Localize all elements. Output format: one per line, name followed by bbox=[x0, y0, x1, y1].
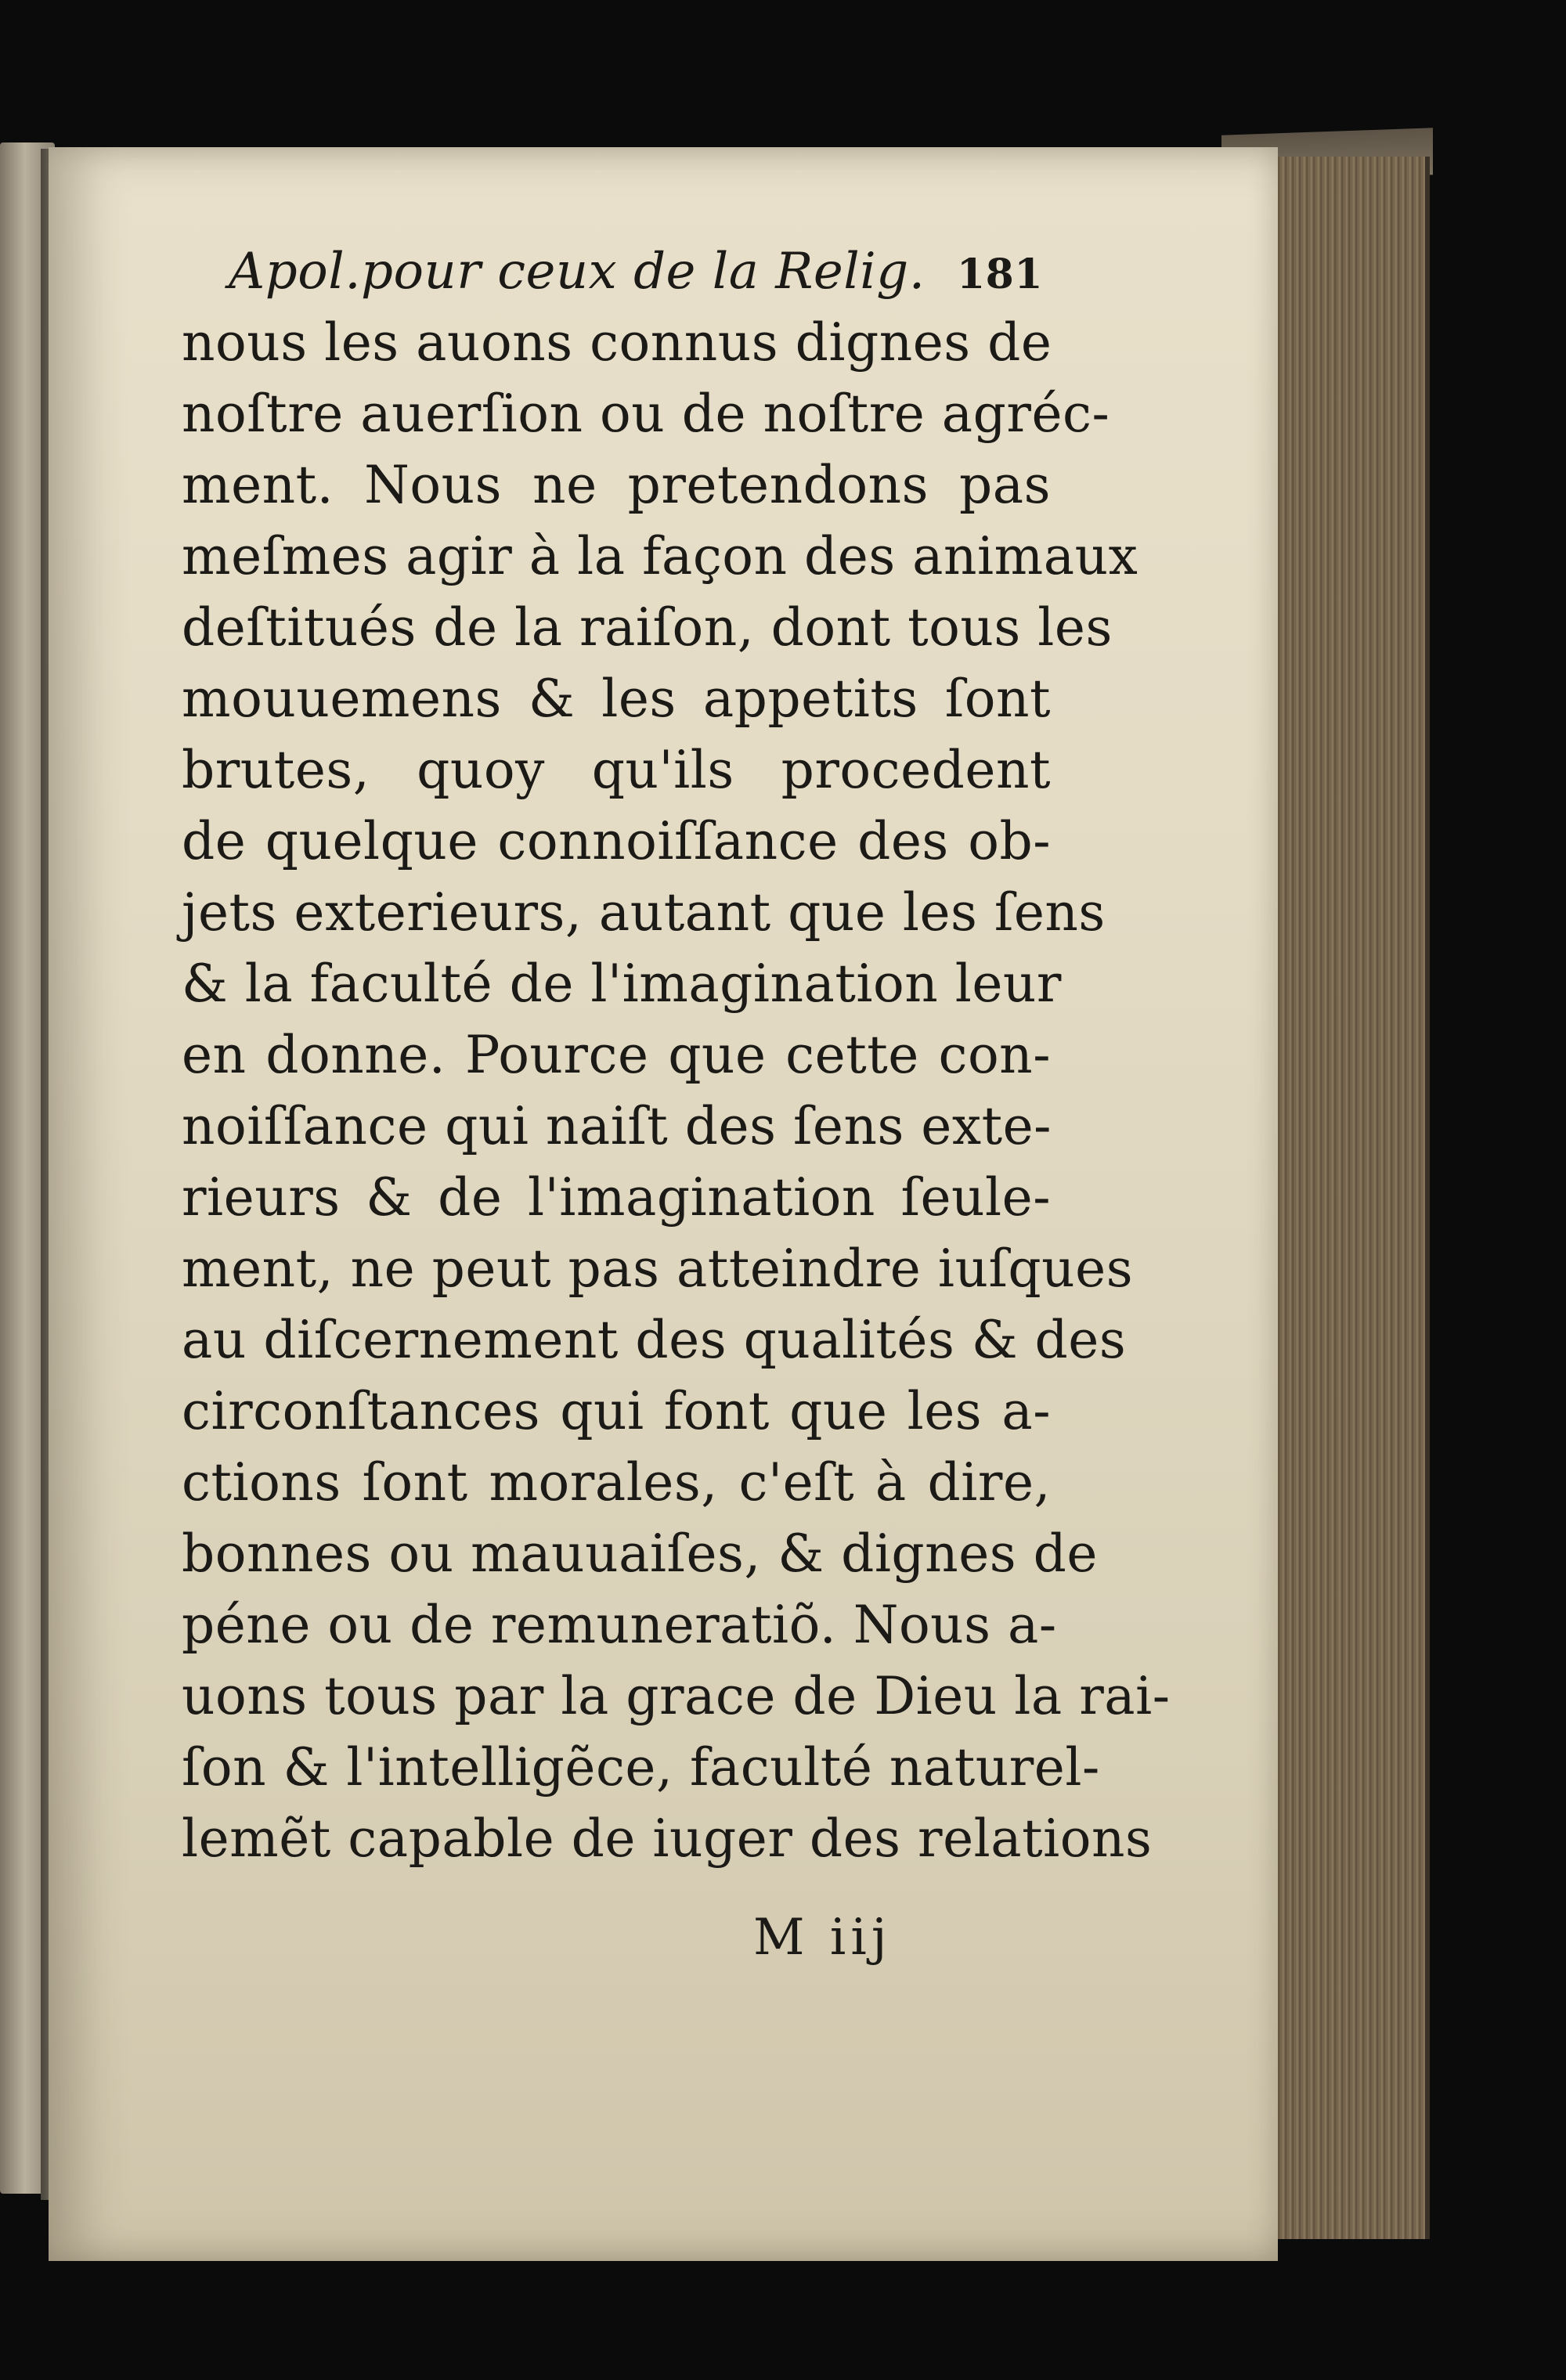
page-text bbox=[182, 243, 1171, 1874]
signature-mark: M iij bbox=[753, 1909, 892, 1967]
page-fore-edge bbox=[1253, 157, 1430, 2239]
text-line: nous les auons connus dignes de bbox=[182, 312, 1052, 373]
text-line: brutes, quoy qu'ils procedent bbox=[182, 740, 1051, 800]
text-line: mouuemens & les appetits ſont bbox=[182, 669, 1051, 729]
text-line: & la faculté de l'imagination leur bbox=[182, 954, 1062, 1014]
text-line: meſmes agir à la façon des animaux bbox=[182, 526, 1138, 586]
text-line: uons tous par la grace de Dieu la rai- bbox=[182, 1666, 1171, 1726]
text-line: noiſſance qui naiſt des ſens exte- bbox=[182, 1096, 1052, 1156]
running-header bbox=[182, 243, 1051, 301]
text-line: au diſcernement des qualités & des bbox=[182, 1310, 1127, 1370]
text-line: ſon & l'intelligẽce, faculté naturel- bbox=[182, 1737, 1100, 1798]
text-line: ment. Nous ne pretendons pas bbox=[182, 455, 1051, 515]
text-line: ment, ne peut pas atteindre iuſques bbox=[182, 1239, 1134, 1299]
body-text bbox=[182, 307, 1171, 1874]
text-line: deſtitués de la raiſon, dont tous les bbox=[182, 597, 1113, 658]
text-line: en donne. Pource que cette con- bbox=[182, 1025, 1051, 1085]
text-line: rieurs & de l'imagination ſeule- bbox=[182, 1167, 1051, 1228]
text-line: lemẽt capable de iuger des relations bbox=[182, 1808, 1153, 1869]
text-line: jets exterieurs, autant que les ſens bbox=[182, 882, 1106, 943]
text-line: ctions ſont morales, c'eſt à dire, bbox=[182, 1452, 1051, 1513]
running-title: Apol.pour ceux de la Relig. bbox=[229, 243, 926, 301]
text-line: noſtre auerſion ou de noſtre agréc- bbox=[182, 384, 1110, 444]
page-number: 181 bbox=[956, 251, 1043, 298]
text-line: péne ou de remuneratiõ. Nous a- bbox=[182, 1595, 1057, 1655]
text-line: circonſtances qui font que les a- bbox=[182, 1381, 1051, 1441]
text-line: bonnes ou mauuaiſes, & dignes de bbox=[182, 1524, 1098, 1584]
text-line: de quelque connoiſſance des ob- bbox=[182, 811, 1051, 871]
